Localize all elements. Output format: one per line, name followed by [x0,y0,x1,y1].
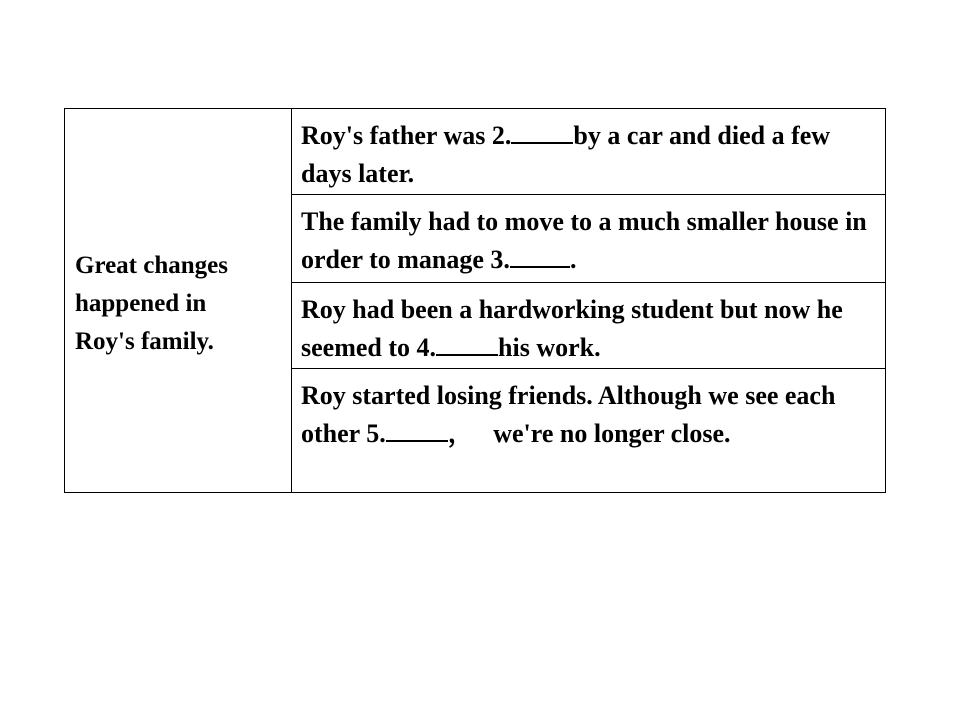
summary-table [64,108,886,493]
row-4-text-after: ， we're no longer close. [447,419,731,448]
blank-4[interactable] [436,334,498,356]
blank-2[interactable] [511,122,573,144]
details-column [292,109,885,492]
row-3-text-before: Roy had been a hardworking student but now he seemed to 4. [301,295,843,362]
detail-row-4 [292,369,885,492]
topic-line-2: happened in [75,289,207,317]
topic-line-1: Great changes [75,251,228,279]
row-2-text-after: . [569,245,577,274]
row-4-text-before: Roy started losing friends. Although we see each other 5. [301,381,836,448]
detail-row-1 [292,109,885,195]
row-2-text-before: The family had to move to a much smaller house in order to manage 3. [301,207,867,274]
row-3-text-after: his work. [498,333,601,362]
detail-row-2 [292,195,885,283]
blank-5[interactable] [386,420,448,442]
row-1-text-after: by a car and died a few days later. [301,121,831,188]
topic-cell [65,109,292,492]
topic-line-3: Roy's family. [75,327,214,355]
detail-row-3 [292,283,885,369]
row-1-text-before: Roy's father was 2. [301,121,512,150]
topic-text [75,247,228,361]
blank-3[interactable] [510,246,570,268]
